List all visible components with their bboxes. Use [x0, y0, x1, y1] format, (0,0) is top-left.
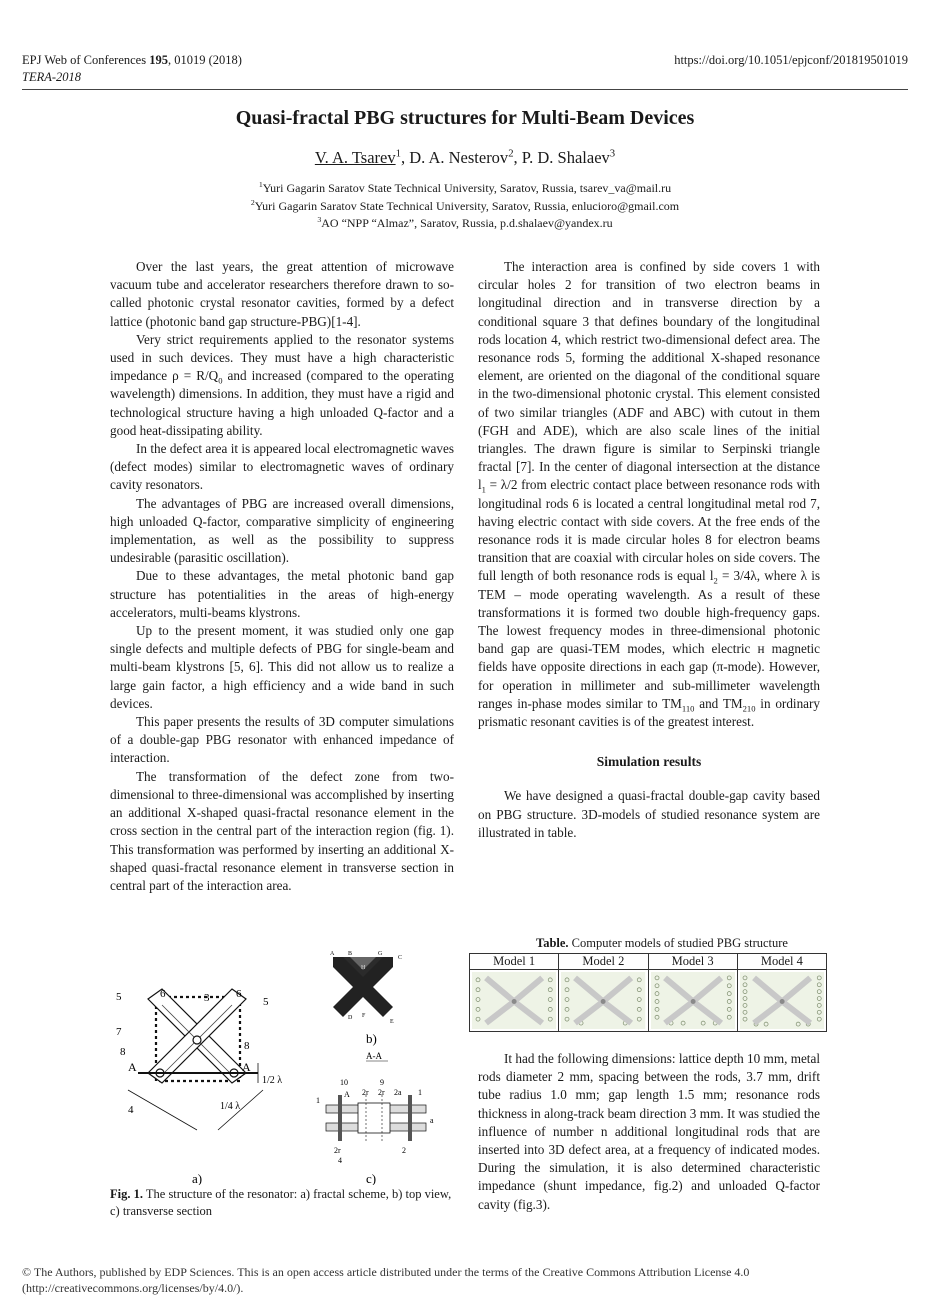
table-header-cell: Model 1: [470, 954, 559, 970]
page-header: [22, 52, 908, 90]
fig-label: 1/4 λ: [220, 1101, 241, 1112]
fig-label: D: [348, 1015, 353, 1021]
table-header-cell: Model 4: [737, 954, 826, 970]
fig-label: 2: [402, 1146, 406, 1155]
models-table: [469, 953, 827, 1032]
fig-label: 5: [116, 991, 122, 1003]
text-run: = λ/2 from electric contact place between resonance rods with longitudinal rods 6 is located a central longitudinal metal rod 7, having electric contact with side covers. At the free ends of the resonance rods it is made circular holes 8 for electron beams transition that are coaxial with circular holes on side covers. The full length of both resonance rods is equal l: [478, 477, 820, 584]
fig-label: A-A: [366, 1051, 382, 1061]
fig-label: 6: [236, 988, 242, 1000]
fig-label: H: [361, 965, 366, 971]
table-caption-text: Computer models of studied PBG structure: [568, 936, 788, 950]
fig-label: A: [330, 951, 335, 957]
fig-label: 4: [128, 1104, 134, 1116]
paragraph: We have designed a quasi-fractal double-gap cavity based on PBG structure. 3D-models of studied resonance system are illustrated in table.: [478, 788, 820, 840]
model-1-image: [472, 972, 556, 1029]
volume-number: 195: [149, 53, 168, 67]
figure-1: [108, 945, 448, 1185]
model-2-image: [561, 972, 645, 1029]
fig-label: C: [398, 955, 403, 961]
paragraph: This paper presents the results of 3D computer simulations of a double-gap PBG resonator with enhanced impedance of interaction.: [110, 714, 454, 766]
affil-marker: 1: [258, 180, 263, 189]
table-cell: [470, 970, 559, 1032]
author-2: D. A. Nesterov: [409, 148, 509, 167]
paragraph: The transformation of the defect zone from two-dimensional to three-dimensional was accomplished by inserting an additional X-shaped quasi-fractal resonance element in the cross section in the central part of the interaction region (fig. 1). This transformation was performed by inserting an additional X-shaped quasi-fractal resonance element in transverse section in central part of the interaction area.: [110, 768, 454, 893]
subscript: 110: [681, 703, 695, 714]
paper-title: Quasi-fractal PBG structures for Multi-Beam Devices: [235, 107, 695, 129]
paragraph: Due to these advantages, the metal photonic band gap structure has potentialities in the areas of high-energy accelerators, multi-beams klystrons.: [110, 568, 454, 620]
author-1[interactable]: V. A. Tsarev: [314, 148, 396, 167]
affil-marker: 3: [317, 215, 322, 224]
figure-caption-label: Fig. 1.: [110, 1187, 143, 1201]
paragraph: [110, 331, 454, 440]
affil-text: Yuri Gagarin Saratov State Technical University, Saratov, Russia, enlucioro@gmail.com: [254, 198, 680, 213]
fig-label: F: [362, 1013, 366, 1019]
doi-link[interactable]: https://doi.org/10.1051/epjconf/201819501019: [674, 53, 908, 67]
header-left: [22, 52, 242, 86]
table-cell: [559, 970, 648, 1032]
affiliation-1: [0, 180, 930, 198]
affiliations: [0, 180, 930, 233]
left-column: [110, 258, 454, 895]
section-heading: Simulation results: [596, 754, 702, 770]
author-separator: ,: [400, 148, 410, 167]
table-cell: [648, 970, 737, 1032]
fig-label: 8: [120, 1046, 126, 1058]
affiliation-3: [0, 215, 930, 233]
fig-label: 2r: [362, 1088, 369, 1097]
author-3: P. D. Shalaev: [521, 148, 610, 167]
fig-label: 2r: [334, 1146, 341, 1155]
table-cell: [737, 970, 826, 1032]
fig-label: A: [242, 1060, 251, 1074]
fractal-scheme: [116, 988, 282, 1185]
text-run: = 3/4λ, where λ is TEM – mode operating wavelength. As a result of these transformations it is formed two double high-frequency gaps. The lowest frequency modes in three-dimensional photonic band gap are quasi-TEM modes, which electric н magnetic fields have opposite directions in each gap (π-mode). However, for operation in millimeter and sub-millimeter wavelength ranges in-phase modes similar to TM: [478, 568, 820, 711]
license-footer: © The Authors, published by EDP Sciences. This is an open access article distributed under the terms of the Creative Commons Attribution License 4.0 (http://creativecommons.org/licenses/by/4.0/).: [22, 1265, 750, 1295]
text-run: and TM: [694, 695, 743, 711]
fig-label: 10: [340, 1078, 348, 1087]
paragraph: It had the following dimensions: lattice depth 10 mm, metal rods diameter 2 mm, spacing between the rods, 3.7 mm, drift tube radius 1.0 mm; gap length 1.5 mm; resonance rods thickness in along-track beam direction 3 mm. It was studied the influence of number n additional longitudinal rods that are inserted into 3D defect area, at a frequency of indicated modes. During the simulation, it is also determined characteristic impedance (shunt impedance, fig.2) and unloaded Q-factor cavity (fig.3).: [478, 1051, 820, 1212]
figure-caption-text: The structure of the resonator: a) fractal scheme, b) top view, c) transverse section: [110, 1187, 452, 1218]
conference-tag: TERA-2018: [22, 70, 82, 84]
fig-label: 1: [418, 1088, 422, 1097]
subscript: 1: [481, 485, 486, 496]
author-2-affil: 2: [508, 147, 514, 160]
table-caption-label: Table.: [536, 936, 569, 950]
paragraph: Over the last years, the great attention of microwave vacuum tube and accelerator researchers therefore drawn to so-called photonic crystal resonator cavities, formed by a defect lattice (photonic band gap structure-PBG)[1-4].: [110, 259, 454, 329]
fig-label: 5: [263, 996, 269, 1008]
journal-name: EPJ Web of Conferences: [22, 53, 147, 67]
fig-label: E: [390, 1019, 394, 1025]
fig-label: 4: [338, 1156, 342, 1165]
subscript: 0: [218, 375, 223, 386]
table-header-row: [470, 954, 827, 970]
transverse-section: [316, 1051, 434, 1185]
subfig-label-b: b): [366, 1031, 377, 1046]
text-run: The interaction area is confined by side covers 1 with circular holes 2 for transition of two electron beams in longitudinal direction and in transverse direction by a conditional square 3 that defines boundary of the longitudinal rods location 4, which restrict two-dimensional defect area. The resonance rods 5, forming the additional X-shaped resonance element, are oriented on the diagonal of the conditional square in the two-dimensional photonic crystal. This element consisted of two similar triangles (ADF and ABC) with cutout in them (FGH and ADE), which are also scale lines of the initial triangles. The drawn figure is similar to Serpinski triangle fractal [7]. In the center of diagonal intersection at the distance l: [478, 259, 820, 493]
figure-caption: [110, 1186, 454, 1220]
fig-label: 1: [316, 1096, 320, 1105]
table-header-cell: Model 2: [559, 954, 648, 970]
table-caption: [536, 936, 788, 951]
affiliation-2: [0, 198, 930, 216]
fig-label: a: [430, 1116, 434, 1125]
affil-marker: 2: [250, 197, 255, 207]
author-list: [0, 148, 930, 168]
subscript: 210: [742, 703, 756, 714]
paragraph: [478, 258, 820, 731]
top-view: [330, 951, 402, 1046]
paragraph: The advantages of PBG are increased overall dimensions, high unloaded Q-factor, comparative simplicity of engineering implementation, as well as the possibility to suppress undesirable (parasitic oscillation).: [110, 495, 454, 566]
text-run: in ordinary prismatic resonant cavities is of the greatest interest.: [478, 695, 821, 730]
right-column-lower: [478, 1050, 820, 1214]
fig-label: 2a: [394, 1088, 402, 1097]
affil-text: Yuri Gagarin Saratov State Technical University, Saratov, Russia, tsarev_va@mail.ru: [262, 181, 672, 195]
table-header-cell: Model 3: [648, 954, 737, 970]
fig-label: A: [128, 1060, 137, 1074]
right-column: [478, 258, 820, 842]
fig-label: 8: [244, 1040, 250, 1052]
fig-label: 6: [160, 988, 166, 1000]
affil-text: AO “NPP “Almaz”, Saratov, Russia, p.d.shalaev@yandex.ru: [321, 216, 613, 230]
subfig-label-a: a): [192, 1171, 203, 1185]
subscript: 2: [713, 576, 718, 587]
fig-label: 7: [116, 1026, 122, 1038]
fig-label: B: [348, 951, 353, 957]
article-number: , 01019 (2018): [167, 53, 242, 67]
author-1-affil: 1: [395, 147, 401, 160]
model-4-image: [740, 972, 824, 1029]
author-3-affil: 3: [609, 147, 616, 160]
text-run: Very strict requirements applied to the resonator systems used in such devices. They must have a high characteristic impedance ρ = R/Q: [110, 331, 454, 384]
fig-label: A: [344, 1090, 350, 1099]
author-separator: ,: [513, 148, 522, 167]
fig-label: 1/2 λ: [262, 1075, 283, 1086]
paragraph: In the defect area it is appeared local electromagnetic waves (defect modes) similar to electromagnetic waves of ordinary cavity resonators.: [110, 441, 454, 493]
text-run: and increased (compared to the operating wavelength) dimensions. In addition, they must have a rigid and technological structure having a high unloaded Q-factor and a good heat-dissipating ability.: [110, 368, 454, 438]
fig-label: 3: [204, 992, 210, 1004]
table-row: [470, 970, 827, 1032]
subfig-label-c: c): [366, 1171, 377, 1185]
fig-label: G: [378, 951, 383, 957]
fig-label: 2r: [378, 1088, 385, 1097]
fig-label: 9: [380, 1078, 384, 1087]
paragraph: Up to the present moment, it was studied only one gap single defects and multiple defects of PBG for single-beam and multi-beam klystrons [5, 6]. This did not allow us to realize a large gain factor, a high efficiency and a wide band in such devices.: [110, 623, 454, 711]
model-3-image: [651, 972, 735, 1029]
